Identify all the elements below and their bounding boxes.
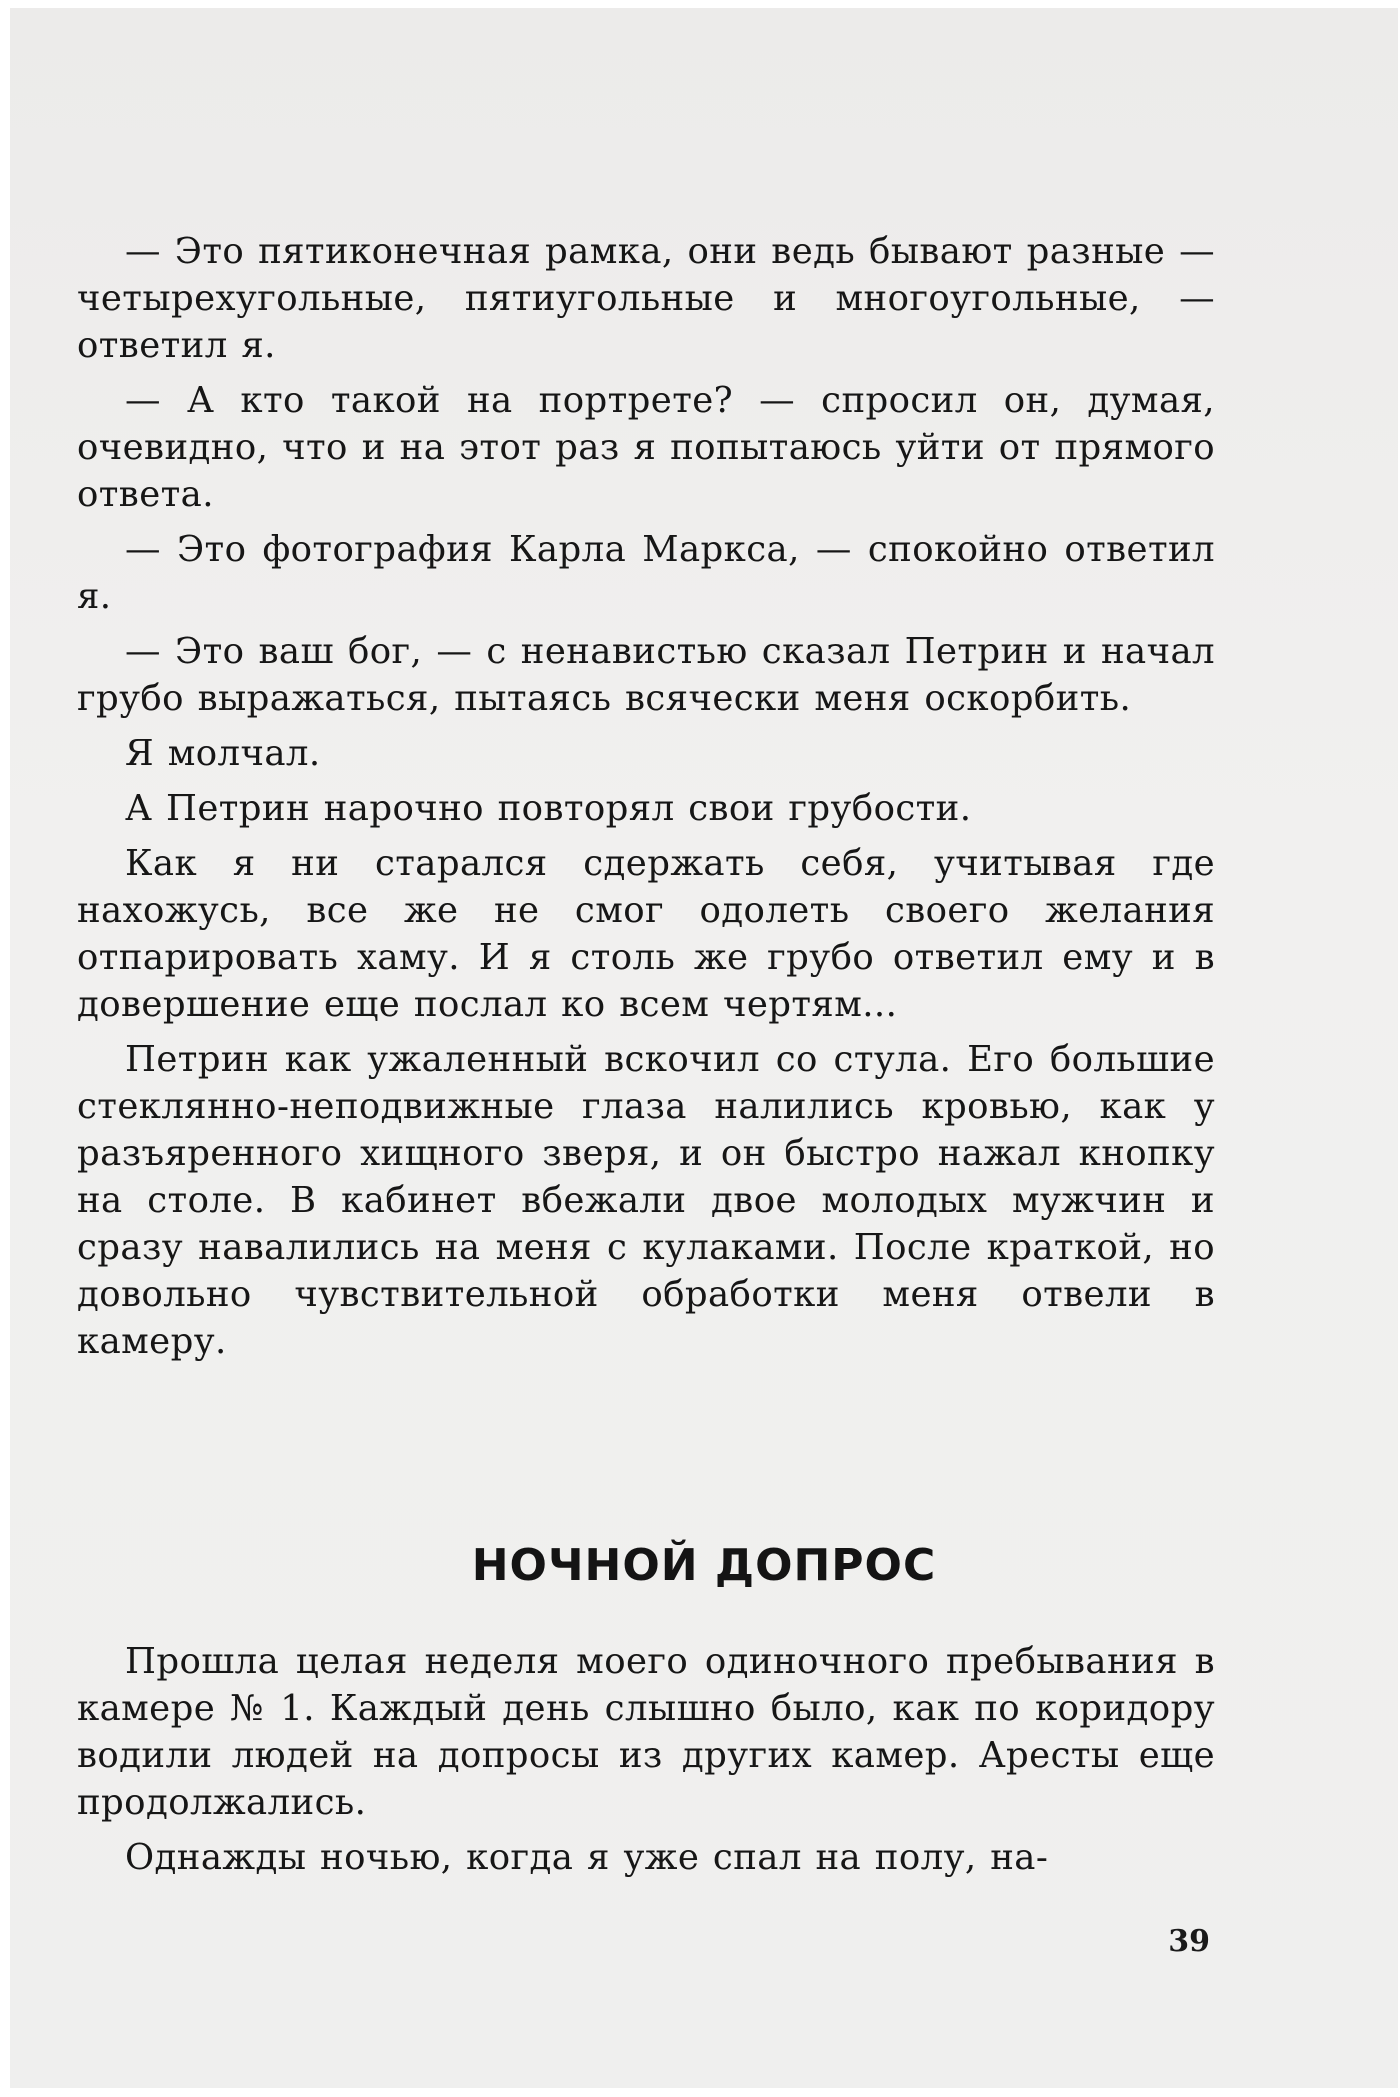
paragraph: Я молчал. <box>125 733 321 774</box>
paragraph: Как я ни старался сдержать себя, учитывая где нахожусь, все же не смог одолеть своего желания отпарировать хаму. И я столь же грубо ответил ему и в довершение еще послал ко всем чертям... <box>77 843 1215 1025</box>
chapter-title: НОЧНОЙ ДОПРОС <box>471 1540 937 1591</box>
paragraph: — Это фотография Карла Маркса, — спокойно ответил я. <box>77 529 1215 617</box>
book-page <box>10 8 1398 2088</box>
page-number: 39 <box>1168 1924 1210 1959</box>
main-text <box>77 228 1215 1373</box>
paragraph: — Это пятиконечная рамка, они ведь бывают разные — четырехугольные, пятиугольные и многоугольные, — ответил я. <box>77 231 1215 366</box>
paragraph: — А кто такой на портрете? — спросил он, думая, очевидно, что и на этот раз я попытаюсь уйти от прямого ответа. <box>77 380 1215 515</box>
chapter-text <box>77 1638 1215 1889</box>
paragraph: Петрин как ужаленный вскочил со стула. Его большие стеклянно-неподвижные глаза налились кровью, как у разъяренного хищного зверя, и он быстро нажал кнопку на столе. В кабинет вбежали двое молодых мужчин и сразу навалились на меня с кулаками. После краткой, но довольно чувствительной обработки меня отвели в камеру. <box>77 1039 1215 1362</box>
paragraph: А Петрин нарочно повторял свои грубости. <box>125 788 972 829</box>
paragraph: — Это ваш бог, — с ненавистью сказал Петрин и начал грубо выражаться, пытаясь всячески меня оскорбить. <box>77 631 1215 719</box>
paragraph: Однажды ночью, когда я уже спал на полу, на- <box>125 1837 1049 1878</box>
paragraph: Прошла целая неделя моего одиночного пребывания в камере № 1. Каждый день слышно было, как по коридору водили людей на допросы из других камер. Аресты еще продолжались. <box>77 1641 1215 1823</box>
